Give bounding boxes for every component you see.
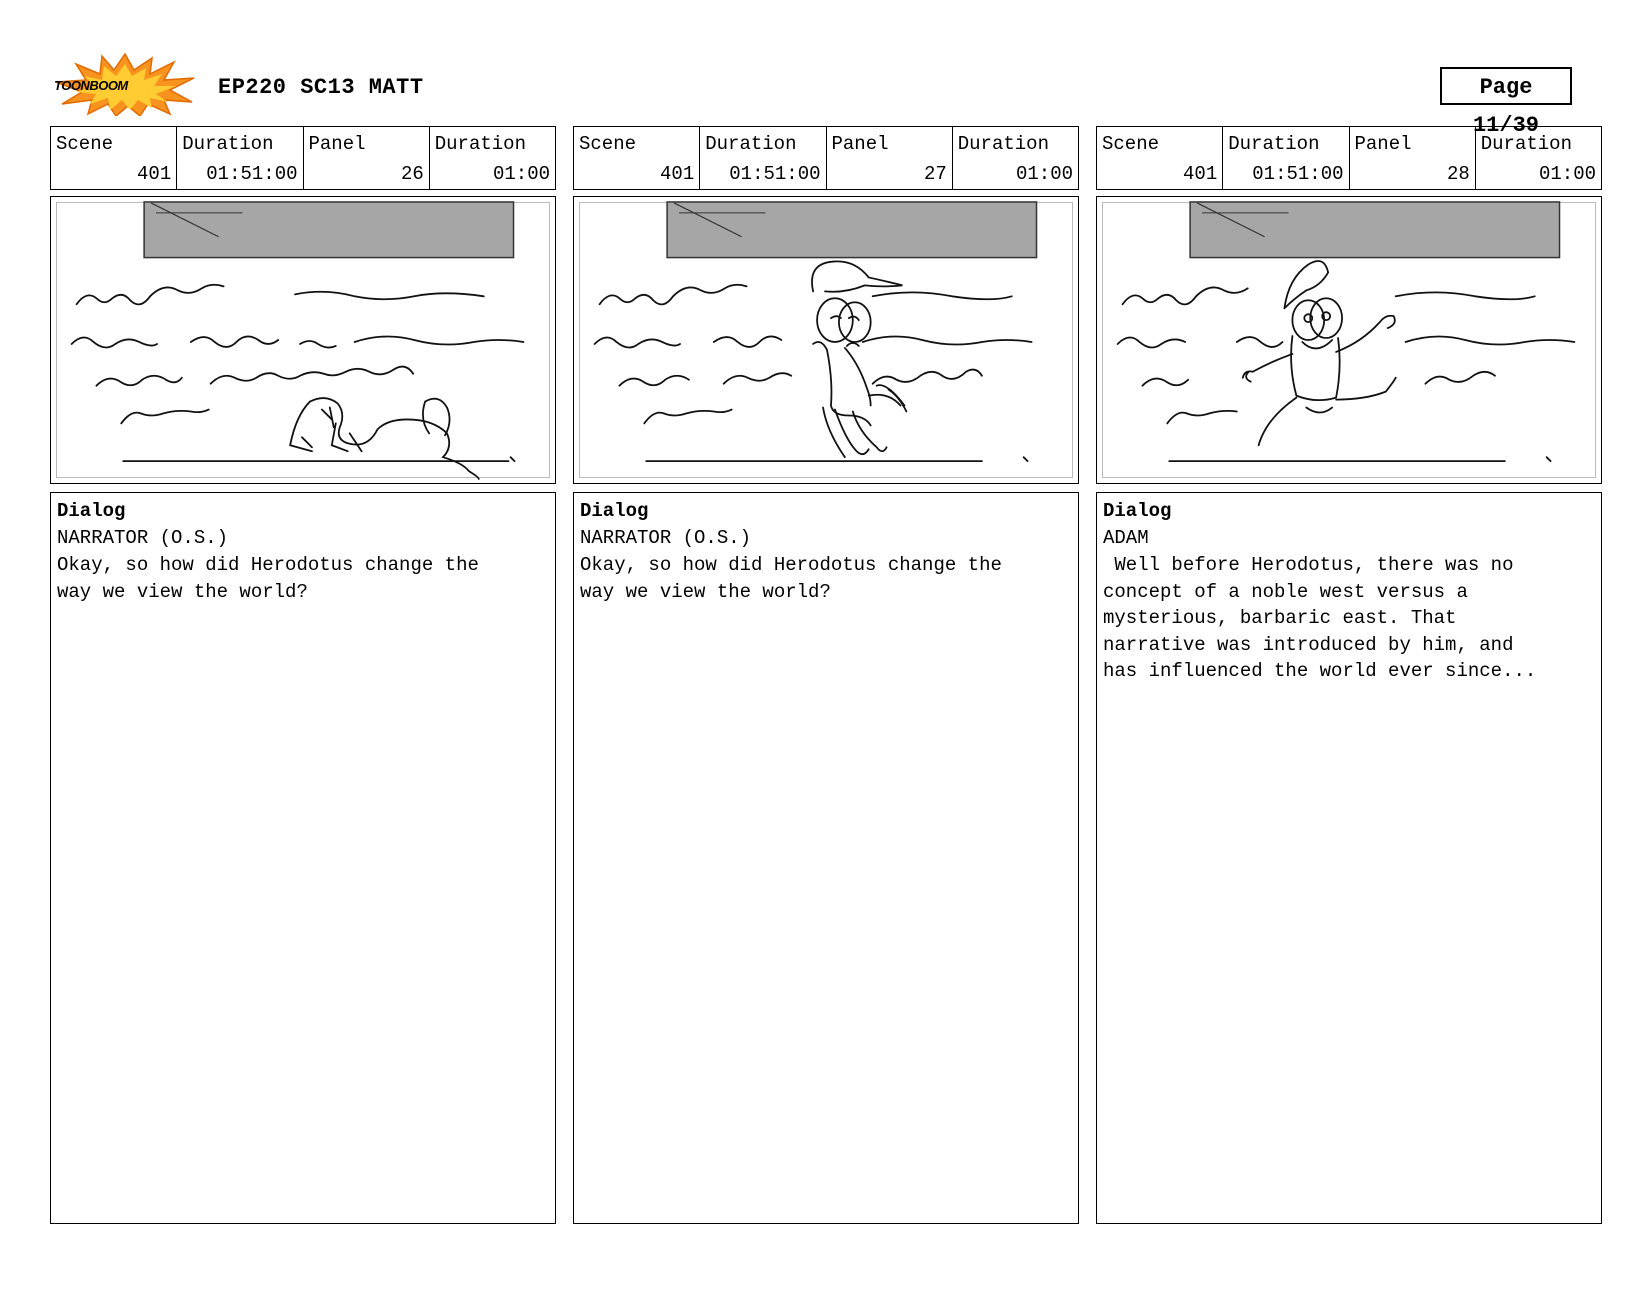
dialog-heading: Dialog [57,500,126,522]
scene-number: 401 [137,163,172,185]
dialog-box [50,492,556,1224]
panel-duration: 01:00 [1538,163,1596,185]
panel-duration: 01:00 [492,163,550,185]
dialog-heading: Dialog [1103,500,1172,522]
sketch-jumping-figure [1097,197,1601,483]
scene-label: Scene [1102,133,1160,155]
scene-number: 401 [1183,163,1218,185]
duration-label: Duration [1480,133,1572,155]
dialog-text: Well before Herodotus, there was no concept of a noble west versus a mysterious, barbaric east. That narrative was introduced by him, and has influenced the world ever since... [1103,554,1537,682]
scene-duration: 01:51:00 [206,163,298,185]
panel-drawing[interactable] [1096,196,1602,484]
panel-number: 26 [400,163,424,185]
scene-cell [51,127,176,189]
panel-label: Panel [831,133,889,155]
scene-duration-cell [699,127,825,189]
logo-wordmark: TOONBOOM [54,78,128,93]
panel-duration-cell [952,127,1078,189]
duration-label: Duration [1228,133,1320,155]
scene-number: 401 [660,163,695,185]
storyboard-title: EP220 SC13 MATT [218,75,424,100]
duration-label: Duration [434,133,526,155]
scene-label: Scene [579,133,637,155]
sketch-crawling-figure [51,197,555,483]
panel-info-bar [50,126,556,190]
panel-number: 28 [1446,163,1470,185]
scene-duration-cell [176,127,302,189]
duration-label: Duration [182,133,274,155]
duration-label: Duration [957,133,1049,155]
dialog-text: Okay, so how did Herodotus change the way we view the world? [57,554,479,603]
panel-drawing[interactable] [573,196,1079,484]
scene-label: Scene [56,133,114,155]
dialog-box [1096,492,1602,1224]
panel-cell [1349,127,1475,189]
panel-column-3 [1096,126,1602,1224]
dialog-speaker: NARRATOR (O.S.) [580,527,752,549]
panel-drawing[interactable] [50,196,556,484]
dialog-speaker: NARRATOR (O.S.) [57,527,229,549]
scene-duration-cell [1222,127,1348,189]
scene-cell [1097,127,1222,189]
dialog-box [573,492,1079,1224]
dialog-heading: Dialog [580,500,649,522]
panel-column-1 [50,126,556,1224]
panel-number: 27 [923,163,947,185]
scene-cell [574,127,699,189]
panel-label: Panel [308,133,366,155]
toonboom-logo [52,52,198,116]
panel-info-bar [1096,126,1602,190]
panel-duration-cell [429,127,555,189]
panel-duration-cell [1475,127,1601,189]
page-indicator: Page 11/39 [1440,67,1572,105]
dialog-speaker: ADAM [1103,527,1149,549]
panel-column-2 [573,126,1079,1224]
duration-label: Duration [705,133,797,155]
panel-duration: 01:00 [1015,163,1073,185]
scene-duration: 01:51:00 [1252,163,1344,185]
sketch-standing-figure [574,197,1078,483]
panel-cell [826,127,952,189]
dialog-text: Okay, so how did Herodotus change the way we view the world? [580,554,1002,603]
panel-info-bar [573,126,1079,190]
panel-label: Panel [1354,133,1412,155]
scene-duration: 01:51:00 [729,163,821,185]
panel-cell [303,127,429,189]
